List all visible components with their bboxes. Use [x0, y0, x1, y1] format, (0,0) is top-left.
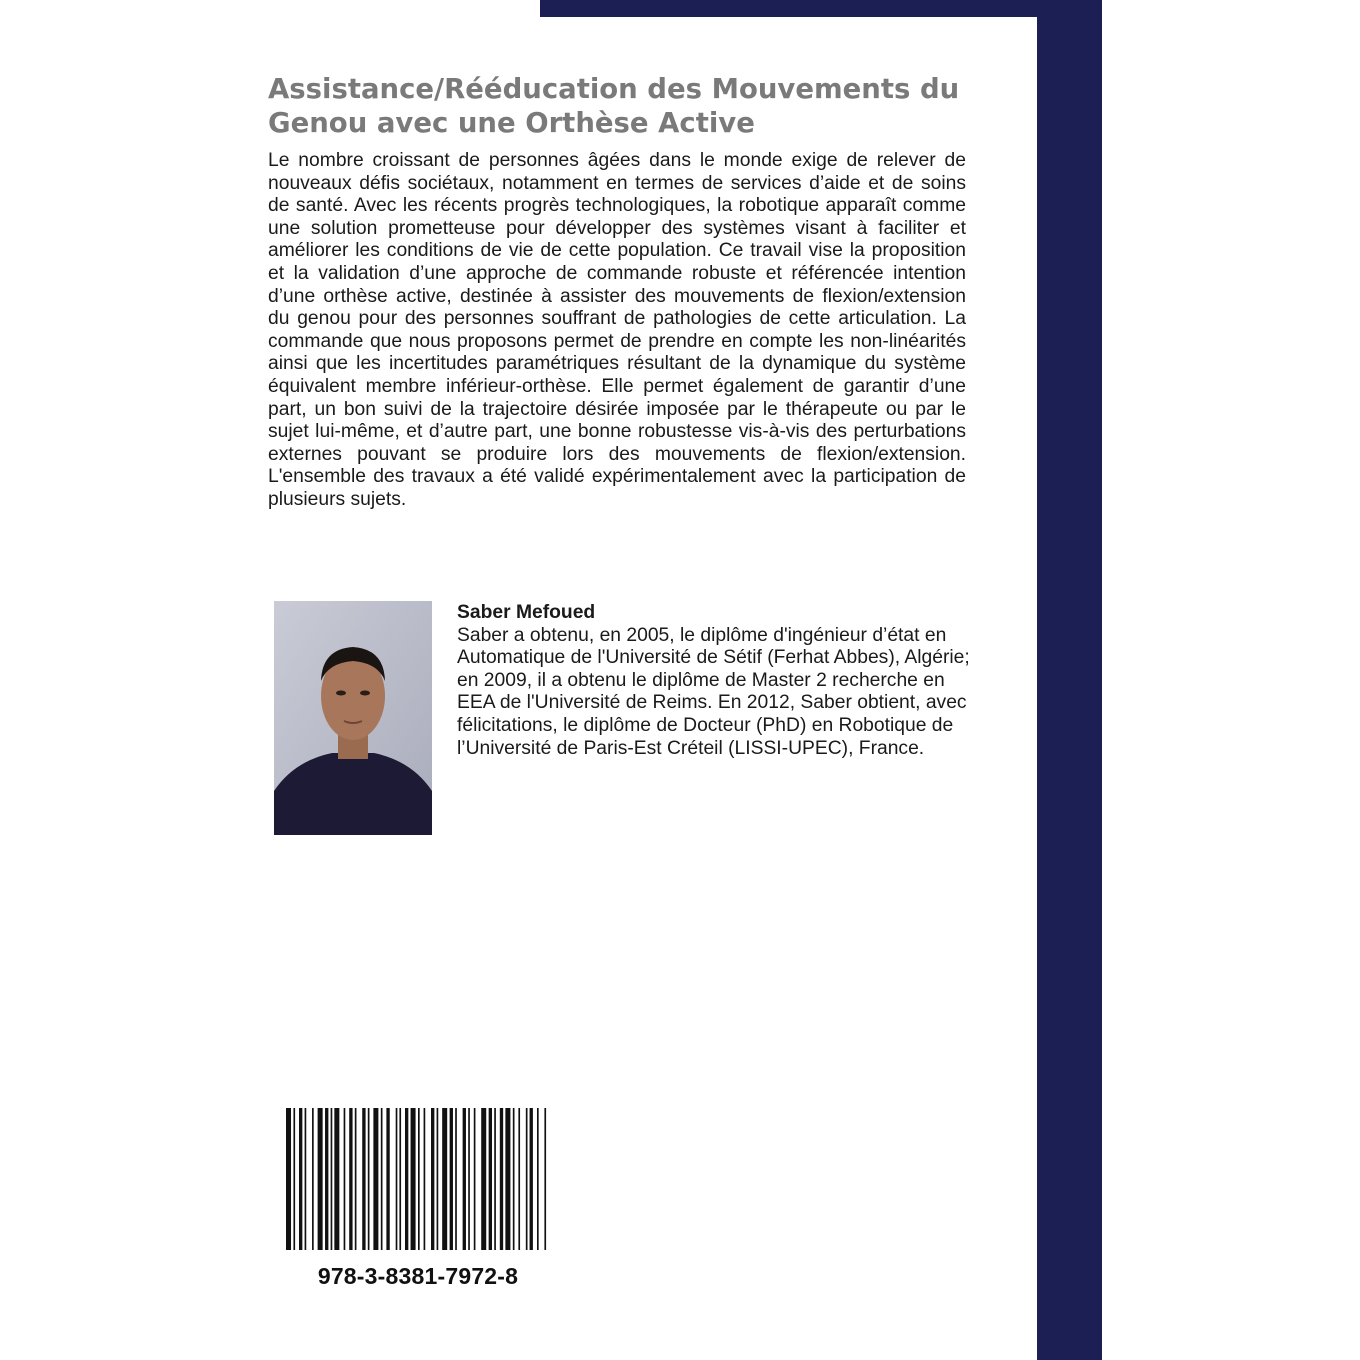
- barcode-bar: [544, 1108, 546, 1250]
- barcode-bar: [299, 1108, 302, 1250]
- barcode-bar: [331, 1108, 333, 1250]
- barcode-bar: [286, 1108, 291, 1250]
- barcode-bar: [381, 1108, 383, 1250]
- barcode-bar: [437, 1108, 439, 1250]
- isbn-number: 978-3-8381-7972-8: [317, 1263, 519, 1289]
- barcode-bar: [405, 1108, 408, 1250]
- barcode-bar: [481, 1108, 486, 1250]
- author-name: Saber Mefoued: [457, 602, 596, 623]
- barcode-bar: [305, 1108, 307, 1250]
- barcode-bar: [505, 1108, 510, 1250]
- barcode-bar: [373, 1108, 378, 1250]
- author-photo: [274, 601, 432, 835]
- barcode-bar: [450, 1108, 453, 1250]
- barcode-bar: [293, 1108, 295, 1250]
- cover-top-band: [540, 0, 1102, 17]
- author-bio: Saber a obtenu, en 2005, le diplôme d'ingénieur d’état en Automatique de l'Université de Sétif (Ferhat Abbes), Algérie; en 2009, il a obtenu le diplôme de Master 2 recherche en EEA de l'Université de Reims. En 2012, Saber obtient, avec félicitations, le diplôme de Docteur (PhD) en Robotique de l’Université de Paris-Est Créteil (LISSI-UPEC), France.: [457, 624, 970, 759]
- barcode-bar: [318, 1108, 323, 1250]
- barcode-bar: [355, 1108, 357, 1250]
- barcode-bar: [494, 1108, 496, 1250]
- author-section: [457, 602, 977, 760]
- barcode-icon: [286, 1108, 550, 1250]
- barcode-bar: [349, 1108, 352, 1250]
- book-abstract: Le nombre croissant de personnes âgées dans le monde exige de relever de nouveaux défis sociétaux, notamment en termes de services d’aide et de soins de santé. Avec les récents progrès technologiques, la robotique apparaît comme une solution prometteuse pour développer des systèmes visant à faciliter et améliorer les conditions de vie de cette population. Ce travail vise la proposition et la validation d’une approche de commande robuste et référencée intention d’une orthèse active, destinée à assister des mouvements de flexion/extension du genou pour des personnes souffrant de pathologies de cette articulation. La commande que nous proposons permet de prendre en compte les non-linéarités ainsi que les incertitudes paramétriques résultant de la dynamique du système équivalent membre inférieur-orthèse. Elle permet également de garantir d’une part, un bon suivi de la trajectoire désirée imposée par le thérapeute ou par le sujet lui-même, et d’autre part, une bonne robustesse vis-à-vis des perturbations externes pouvant se produire lors des mouvements de flexion/extension. L'ensemble des travaux a été validé expérimentalement avec la participation de plusieurs sujets.: [268, 150, 966, 510]
- barcode-bar: [526, 1108, 528, 1250]
- barcode-bar: [386, 1108, 389, 1250]
- barcode-bar: [431, 1108, 434, 1250]
- barcode-bar: [455, 1108, 457, 1250]
- barcode-bar: [513, 1108, 515, 1250]
- barcode-bar: [424, 1108, 426, 1250]
- barcode-bar: [362, 1108, 365, 1250]
- barcode-bar: [418, 1108, 420, 1250]
- barcode-bar: [489, 1108, 492, 1250]
- barcode-bar: [396, 1108, 398, 1250]
- barcode-bar: [399, 1108, 401, 1250]
- author-portrait-icon: [274, 601, 432, 835]
- barcode-bar: [334, 1108, 339, 1250]
- barcode-bar: [312, 1108, 314, 1250]
- barcode-bar: [474, 1108, 476, 1250]
- barcode-bar: [368, 1108, 370, 1250]
- barcode-bar: [463, 1108, 466, 1250]
- barcode-bar: [468, 1108, 470, 1250]
- barcode-bar: [344, 1108, 346, 1250]
- barcode-bar: [518, 1108, 520, 1250]
- barcode-bar: [411, 1108, 416, 1250]
- barcode-bar: [537, 1108, 539, 1250]
- book-title: Assistance/Rééducation des Mouvements du Genou avec une Orthèse Active: [268, 73, 960, 139]
- book-spine: [1037, 0, 1102, 1360]
- barcode-bar: [500, 1108, 503, 1250]
- barcode-bar: [442, 1108, 447, 1250]
- barcode-bar: [325, 1108, 328, 1250]
- barcode-bar: [530, 1108, 533, 1250]
